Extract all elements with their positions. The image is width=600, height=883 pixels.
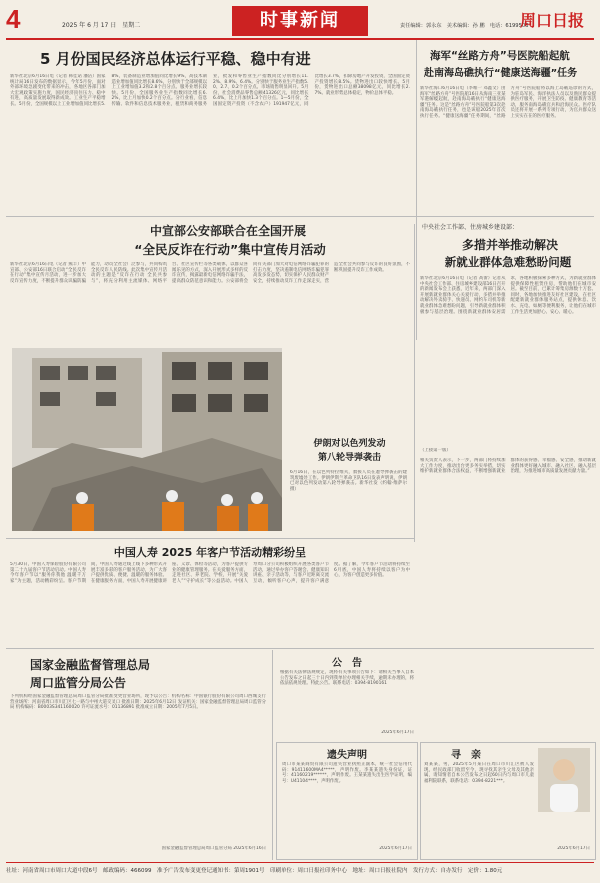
article4-title-1[interactable]: 多措并举推动解决 [461, 238, 558, 252]
notice-main-body: 下列机构经国家金融监督管理总局周口监管分局批准变更营业场所，现予以公告：机构名称：中国银行股份有限公司周口西城支行 营业场所：河南省周口市川汇区七一路与中州大道交叉口 批准日期：2025年6月12日 发证机关：国家金融监督管理总局周口监管分局 机构编码：B0003S341160020 许可证流水号：01136891 批准成立日期：2005年7月5日。 [10, 694, 266, 711]
article4-kicker: 中央社会工作部、住房城乡建设部： [422, 224, 519, 231]
notice-seek-body: 刘某某，男，2025年5月某日在周口市川汇区被人发现，经民政部门收留至今，现寻找其亲生父母及其他亲属，请知情者自本公告发布之日起60日内与周口市儿童福利院联系，联系电话：0394-8221***。 [424, 762, 534, 784]
article1-body: 新华社北京6月16日电（记者 韩佳诺 潘洁）国家统计局16日发布的数据显示，今年5月份，面对外部环境急剧变化带来的冲击，各地区各部门加大宏观政策实施力度，国民经济顶住压力、稳中有进，高质量发展取得新成效。工业生产平稳增长。5月份，全国规模以上工业增加值同比增长5.8%，装备制造业增加值同比增长9%，高技术制造业增加值同比增长8.6%，分别快于全部规模以上工业增加值3.2和2.8个百分点。服务业增长较快。5月份，全国服务业生产指数同比增长6.2%，比上月加快0.2个百分点。分行业看，信息传输、软件和信息技术服务业，租赁和商务服务业，批发和零售业生产指数同比分别增长11.2%、8.9%、6.4%。分别快于服务业生产指数5.0、2.7、0.2个百分点。市场销售明显回升。5月份，社会消费品零售总额41326亿元，同比增长6.4%，比上月加快1.3个百分点。1—5月份，全国固定资产投资（不含农户）191947亿元，同比增长3.7%，扣除房地产开发投资，全国固定资产投资增长8.5%。货物进出口较快增长。5月份，货物进出口总额38098亿元，同比增长2.7%。就业形势总体稳定，物价总体平稳。 [10, 74, 410, 107]
notice-main-title-1[interactable]: 国家金融监督管理总局 [30, 658, 151, 672]
child-photo [538, 748, 590, 812]
notice-seek-footer: 2025年6月17日 [557, 846, 590, 851]
notice-seek-title[interactable]: 寻 亲 [451, 750, 481, 761]
notice-lost-body: 周口市某某商贸有限公司遗失营业执照正副本，统一社会信用代码：91411600MA4*****，声明作废。李某某遗失身份证，证号：41160219******，声明作废。王某某遗失出生医学证明，编号：U41104****，声明作废。 [282, 762, 412, 784]
footer-info: 社址：河南省周口市周口大道中段6号 邮政编码：466099 准予广告发布变更登记通知书：第周1901号 印刷单位：周口日报社印务中心 地址：周口日报社院内 发行方式：自办发行 定价：1.80元 [6, 868, 503, 874]
photo-caption-title-2: 第八轮导弹袭击 [317, 453, 381, 463]
page-number: 4 [6, 4, 21, 34]
notice-small-title[interactable]: 公 告 [332, 658, 362, 669]
editor-credits: 责任编辑：郭永东 美术编辑：孙 鹏 电话：6199503 [400, 23, 529, 29]
article4-body: 新华社北京6月16日电（记者 高蕾）记者从中央社会工作部、住房城乡建设部16日召开的新闻发布会上获悉，近年来，两部门深入开展新就业群体关心关爱行动，多措并举推动解决外卖骑手、快递员、网约车司机等新就业群体急难愁盼问题，引导新就业群体积极参与基层治理。围绕新就业群体安居需求，各地积极探索多种方式，为新就业群体提供保障性租赁住房，帮助他们在城市安居。截至目前，已累计筹集房源数十万套。同时，各地加快推进友好社区建设，在社区配建新就业群体服务站点，提供休息、饮水、充电、如厕等便利服务，让他们在城市工作生活更加舒心、安心、暖心。 [420, 276, 596, 315]
column-divider-2 [414, 224, 415, 542]
notice-lost-title[interactable]: 遗失声明 [327, 750, 367, 761]
notice-small-body: 根据有关法律法规规定，现将有关事项公告如下：请相关当事人自本公告发布之日起三十日内到我单位办理相关手续，逾期未办理的，将依法依规处理。特此公告。联系电话：0394-8190161 [280, 670, 414, 687]
article3-title-1[interactable]: 中宣部公安部联合在全国开展 [149, 224, 306, 238]
article4-title-2[interactable]: 新就业群体急难愁盼问题 [444, 255, 572, 269]
article2-title-1[interactable]: 海军“丝路方舟”号医院船起航 [430, 50, 570, 62]
header-rule [6, 38, 594, 40]
notice-small-footer: 2025年6月17日 [381, 730, 414, 735]
notice-lost-footer: 2025年6月17日 [379, 846, 412, 851]
article2-title-2[interactable]: 赴南海岛礁执行“健康送海疆”任务 [424, 68, 578, 79]
column-divider-3 [272, 650, 273, 860]
column-divider [416, 40, 417, 340]
photo-caption-body: 6月16日，在以色列特拉维夫，救援人员在遭导弹袭击的建筑废墟处工作。伊朗伊斯兰革命卫队16日发表声明说，伊朗已对以色列发动第八轮导弹袭击。新华社发（约翰·维萨尔摄） [290, 470, 407, 492]
section-divider [6, 216, 594, 217]
issue-date: 2025 年 6 月 17 日 星期二 [62, 22, 141, 29]
newspaper-logo: 周口日报 [520, 11, 585, 30]
section-divider-3 [6, 648, 594, 649]
article4-body-2: 相关负责人表示，下一步，两部门将持续加大工作力度，推动出台更多务实举措，切实维护新就业群体合法权益，不断增强新就业群体的获得感、幸福感、安全感，推动新就业群体更好融入城市、融入社区、融入基层治理，为推进城市高质量发展贡献力量。” [420, 458, 596, 475]
notice-main-footer: 国家金融监督管理总局周口监管分局 2025年6月16日 [161, 846, 266, 851]
article5-body: 5月30日，中国人寿保险股份有限公司第二十九届客户节活动启动。中国人寿今年客户节以“服务你我他 温暖千万家”为主题，活动精彩纷呈。客户节期间，中国人寿通过线上线下多种形式开展丰富多彩的客户服务活动，为广大客户提供优质、便捷、温暖的服务体验。在健康服务方面，中国人寿开展健康讲座、义诊、体检等活动，为客户提供专业的健康管理服务。在关爱服务方面，走进社区、养老院、学校，开展“关爱老人”“守护成长”等公益活动。中国人寿周口分公司积极组织开展各类客户节活动，通过举办客户答谢会、健康知识讲座、亲子活动等，与客户近距离交流互动，倾听客户心声，提升客户满意度。据了解，今年客户节活动将持续至6月底，中国人寿将持续以客户为中心，为客户创造更多价值。 [10, 562, 410, 584]
section-title: 时事新闻 [232, 6, 368, 36]
notice-main-title-2[interactable]: 周口监管分局公告 [30, 676, 127, 690]
footer-rule [6, 862, 594, 863]
photo-caption-title-1: 伊朗对以色列发动 [313, 439, 386, 449]
article4-subhead: （上接第一版） [420, 448, 451, 453]
child-photo-illustration [538, 748, 590, 812]
article5-title[interactable]: 中国人寿 2025 年客户节活动精彩纷呈 [113, 546, 307, 559]
article3-body: 新华社北京6月16日电（记者 熊丰）中宣部、公安部16日联合启动“全民反诈在行动”集中宣传月活动，进一步加大反诈宣传力度，不断提升群众识骗防骗能力，动员全社会广泛参与，共同构筑全民反诈人民防线。此次集中宣传月活动的主题是“反诈在行动 全民共参与”，将充分利用主流媒体、网络平台、社区宣传栏等各类载体，以群众喜闻乐见的方式，深入开展形式多样的反诈宣传，揭露最新电信网络诈骗手法，提高群众防范意识和能力。公安部将会同有关部门加大对电信网络诈骗犯罪的打击力度，坚决遏制电信网络诈骗犯罪高发多发态势，切实保护人民群众财产安全，持续推动反诈工作走深走实，营造全社会共同参与反诈的良好氛围，不断巩固提升反诈工作成效。 [10, 262, 410, 284]
article3-title-2[interactable]: “全民反诈在行动”集中宣传月活动 [134, 242, 326, 257]
article1-title[interactable]: 5 月份国民经济总体运行平稳、稳中有进 [40, 50, 311, 68]
section-divider-2 [6, 538, 414, 539]
article2-body: 新华社海口6月16日电（李唯一 邓鑫文）由海军“丝路方舟”号医院船16日从海南三亚某军港解缆起航，赴南海岛礁执行“健康送海疆”任务。这是“丝路方舟”号医院船第3次赴南海岛礁执行任务，也是该船2025年首次执行任务。“健康送海疆”任务期间，“丝路方舟”号医院船将以海上岛礁巡诊的方式，为驻岛军民、海洋执法人员以及渔民群众提供医疗服务，开展卫生防疫、健康教育等活动，服务南海岛礁官兵和沿海民众。医疗队员还将开展一系列专项行动，为官兵群众送上实实在在的医疗服务。 [420, 86, 596, 119]
